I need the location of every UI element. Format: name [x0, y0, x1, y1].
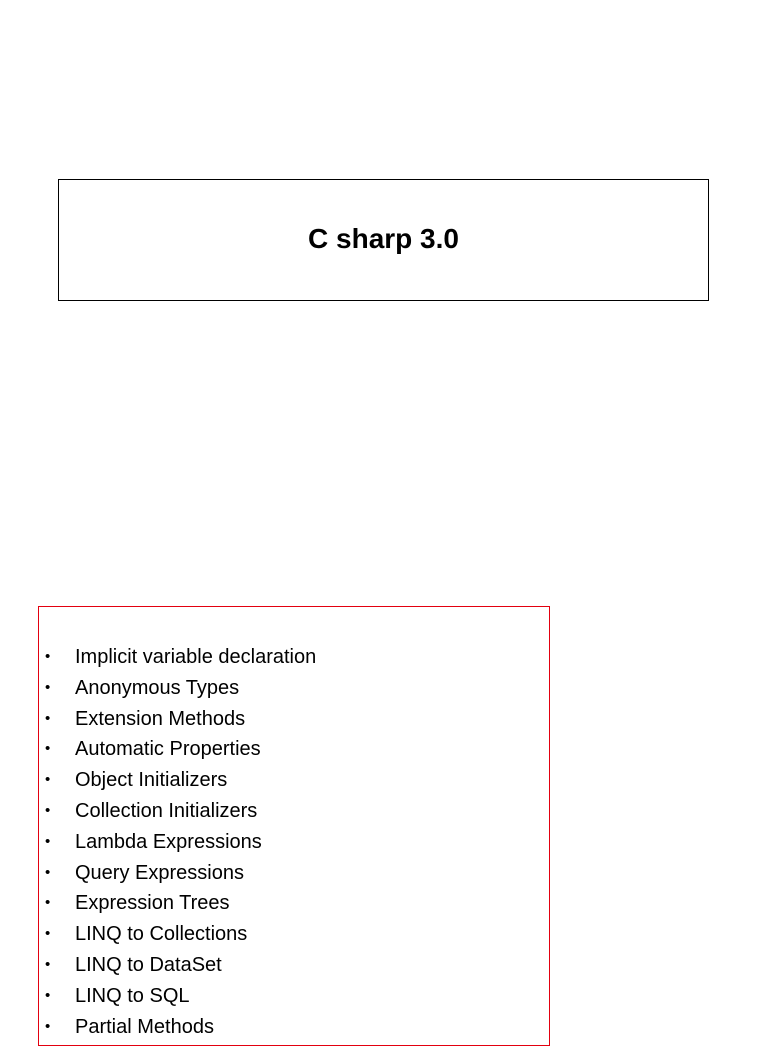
list-item	[39, 706, 549, 737]
list-item-label: Anonymous Types	[75, 676, 240, 699]
list-item-label: Query Expressions	[75, 861, 244, 884]
list-item-label: Expression Trees	[75, 892, 230, 915]
feature-list	[39, 644, 549, 1044]
list-item-label: Automatic Properties	[75, 738, 261, 761]
list-item-label: LINQ to SQL	[75, 984, 190, 1007]
bullet-icon: •	[45, 678, 51, 696]
list-item-label: Extension Methods	[75, 707, 246, 730]
bullet-icon: •	[45, 986, 51, 1004]
bullet-icon: •	[45, 925, 51, 943]
list-item	[39, 644, 549, 675]
list-item	[39, 675, 549, 706]
list-item	[39, 921, 549, 952]
list-item-label: LINQ to DataSet	[75, 953, 222, 976]
list-item	[39, 767, 549, 798]
bullet-icon: •	[45, 1017, 51, 1035]
list-item-label: Collection Initializers	[75, 799, 258, 822]
list-item	[39, 890, 549, 921]
bullet-icon: •	[45, 832, 51, 850]
bullet-icon: •	[45, 801, 51, 819]
title-box	[58, 179, 709, 301]
bullet-icon: •	[45, 771, 51, 789]
bullet-icon: •	[45, 709, 51, 727]
feature-list-box	[38, 606, 550, 1046]
list-item	[39, 829, 549, 860]
list-item-label: LINQ to Collections	[75, 923, 248, 946]
list-item	[39, 1014, 549, 1045]
list-item-label: Partial Methods	[75, 1015, 214, 1038]
slide-title: C sharp 3.0	[308, 223, 459, 254]
list-item	[39, 860, 549, 891]
bullet-icon: •	[45, 955, 51, 973]
list-item-label: Lambda Expressions	[75, 830, 262, 853]
list-item	[39, 983, 549, 1014]
bullet-icon: •	[45, 648, 51, 665]
list-item	[39, 798, 549, 829]
list-item	[39, 736, 549, 767]
list-item-label: Implicit variable declaration	[75, 646, 317, 668]
bullet-icon: •	[45, 740, 51, 758]
list-item-label: Object Initializers	[75, 769, 228, 792]
bullet-icon: •	[45, 894, 51, 912]
bullet-icon: •	[45, 863, 51, 881]
list-item	[39, 952, 549, 983]
